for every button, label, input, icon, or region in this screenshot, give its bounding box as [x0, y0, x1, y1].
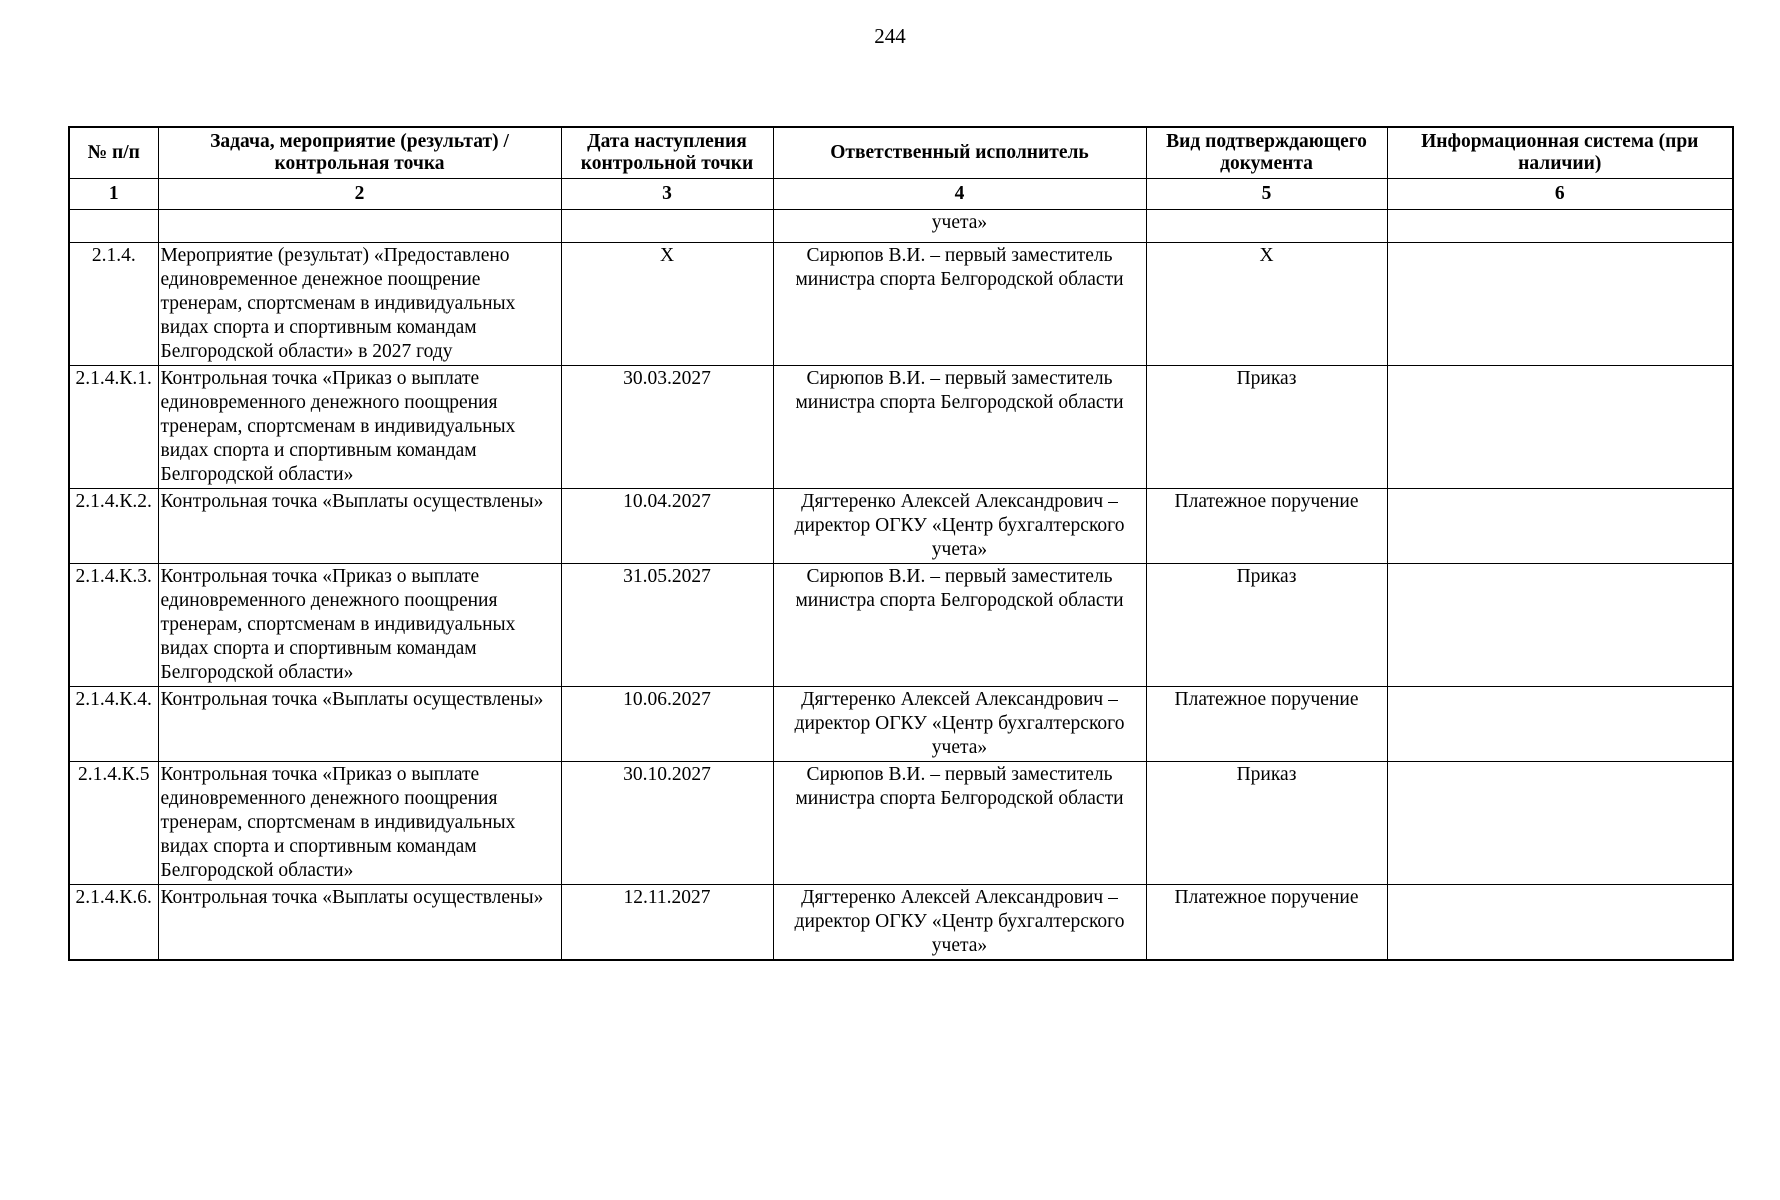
header-cell-document: Вид подтверждающего документа — [1146, 127, 1387, 179]
cell-responsible: учета» — [773, 210, 1146, 243]
cell-document: Приказ — [1146, 366, 1387, 489]
cell-date — [561, 210, 773, 243]
cell-number: 2.1.4. — [69, 243, 158, 366]
cell-task: Контрольная точка «Приказ о выплате единовременного денежного поощрения тренерам, спортсменам в индивидуальных видах спорта и спортивным командам Белгородской области» — [158, 564, 561, 687]
cell-date: 12.11.2027 — [561, 885, 773, 961]
cell-task — [158, 210, 561, 243]
cell-responsible: Сирюпов В.И. – первый заместитель министра спорта Белгородской области — [773, 243, 1146, 366]
table-row — [69, 687, 1733, 762]
plan-table — [68, 126, 1734, 961]
cell-responsible: Сирюпов В.И. – первый заместитель министра спорта Белгородской области — [773, 366, 1146, 489]
cell-task: Контрольная точка «Приказ о выплате единовременного денежного поощрения тренерам, спортсменам в индивидуальных видах спорта и спортивным командам Белгородской области» — [158, 762, 561, 885]
column-number: 4 — [773, 179, 1146, 210]
cell-document: X — [1146, 243, 1387, 366]
header-cell-task: Задача, мероприятие (результат) / контрольная точка — [158, 127, 561, 179]
cell-responsible: Дягтеренко Алексей Александрович – директор ОГКУ «Центр бухгалтерского учета» — [773, 885, 1146, 961]
cell-system — [1387, 762, 1733, 885]
cell-responsible: Дягтеренко Алексей Александрович – директор ОГКУ «Центр бухгалтерского учета» — [773, 489, 1146, 564]
cell-date: X — [561, 243, 773, 366]
cell-task: Контрольная точка «Выплаты осуществлены» — [158, 885, 561, 961]
table-row — [69, 366, 1733, 489]
header-cell-system: Информационная система (при наличии) — [1387, 127, 1733, 179]
column-number: 6 — [1387, 179, 1733, 210]
table-row — [69, 762, 1733, 885]
cell-document: Приказ — [1146, 762, 1387, 885]
cell-number: 2.1.4.К.2. — [69, 489, 158, 564]
cell-document: Приказ — [1146, 564, 1387, 687]
cell-system — [1387, 243, 1733, 366]
column-number: 1 — [69, 179, 158, 210]
cell-date: 10.04.2027 — [561, 489, 773, 564]
cell-number: 2.1.4.К.6. — [69, 885, 158, 961]
cell-document: Платежное поручение — [1146, 489, 1387, 564]
cell-system — [1387, 489, 1733, 564]
header-row — [69, 127, 1733, 179]
header-cell-date: Дата наступления контрольной точки — [561, 127, 773, 179]
column-number: 2 — [158, 179, 561, 210]
cell-date: 31.05.2027 — [561, 564, 773, 687]
table-row — [69, 885, 1733, 961]
cell-document — [1146, 210, 1387, 243]
cell-responsible: Сирюпов В.И. – первый заместитель министра спорта Белгородской области — [773, 564, 1146, 687]
cell-number — [69, 210, 158, 243]
table-row — [69, 489, 1733, 564]
cell-task: Контрольная точка «Приказ о выплате единовременного денежного поощрения тренерам, спортсменам в индивидуальных видах спорта и спортивным командам Белгородской области» — [158, 366, 561, 489]
page-number: 244 — [874, 24, 906, 48]
cell-system — [1387, 564, 1733, 687]
cell-date: 30.03.2027 — [561, 366, 773, 489]
cell-system — [1387, 210, 1733, 243]
cell-task: Контрольная точка «Выплаты осуществлены» — [158, 687, 561, 762]
cell-responsible: Дягтеренко Алексей Александрович – директор ОГКУ «Центр бухгалтерского учета» — [773, 687, 1146, 762]
cell-document: Платежное поручение — [1146, 687, 1387, 762]
cell-system — [1387, 366, 1733, 489]
cell-document: Платежное поручение — [1146, 885, 1387, 961]
column-number: 5 — [1146, 179, 1387, 210]
table-row — [69, 564, 1733, 687]
continuation-row — [69, 210, 1733, 243]
cell-system — [1387, 885, 1733, 961]
column-number-row — [69, 179, 1733, 210]
cell-date: 30.10.2027 — [561, 762, 773, 885]
column-number: 3 — [561, 179, 773, 210]
table-row — [69, 243, 1733, 366]
cell-task: Контрольная точка «Выплаты осуществлены» — [158, 489, 561, 564]
cell-number: 2.1.4.К.4. — [69, 687, 158, 762]
header-cell-responsible: Ответственный исполнитель — [773, 127, 1146, 179]
cell-date: 10.06.2027 — [561, 687, 773, 762]
cell-task: Мероприятие (результат) «Предоставлено единовременное денежное поощрение тренерам, спортсменам в индивидуальных видах спорта и спортивным командам Белгородской области» в 2027 году — [158, 243, 561, 366]
cell-system — [1387, 687, 1733, 762]
cell-number: 2.1.4.К.1. — [69, 366, 158, 489]
header-cell-number: № п/п — [69, 127, 158, 179]
cell-number: 2.1.4.К.5 — [69, 762, 158, 885]
cell-number: 2.1.4.К.3. — [69, 564, 158, 687]
cell-responsible: Сирюпов В.И. – первый заместитель министра спорта Белгородской области — [773, 762, 1146, 885]
